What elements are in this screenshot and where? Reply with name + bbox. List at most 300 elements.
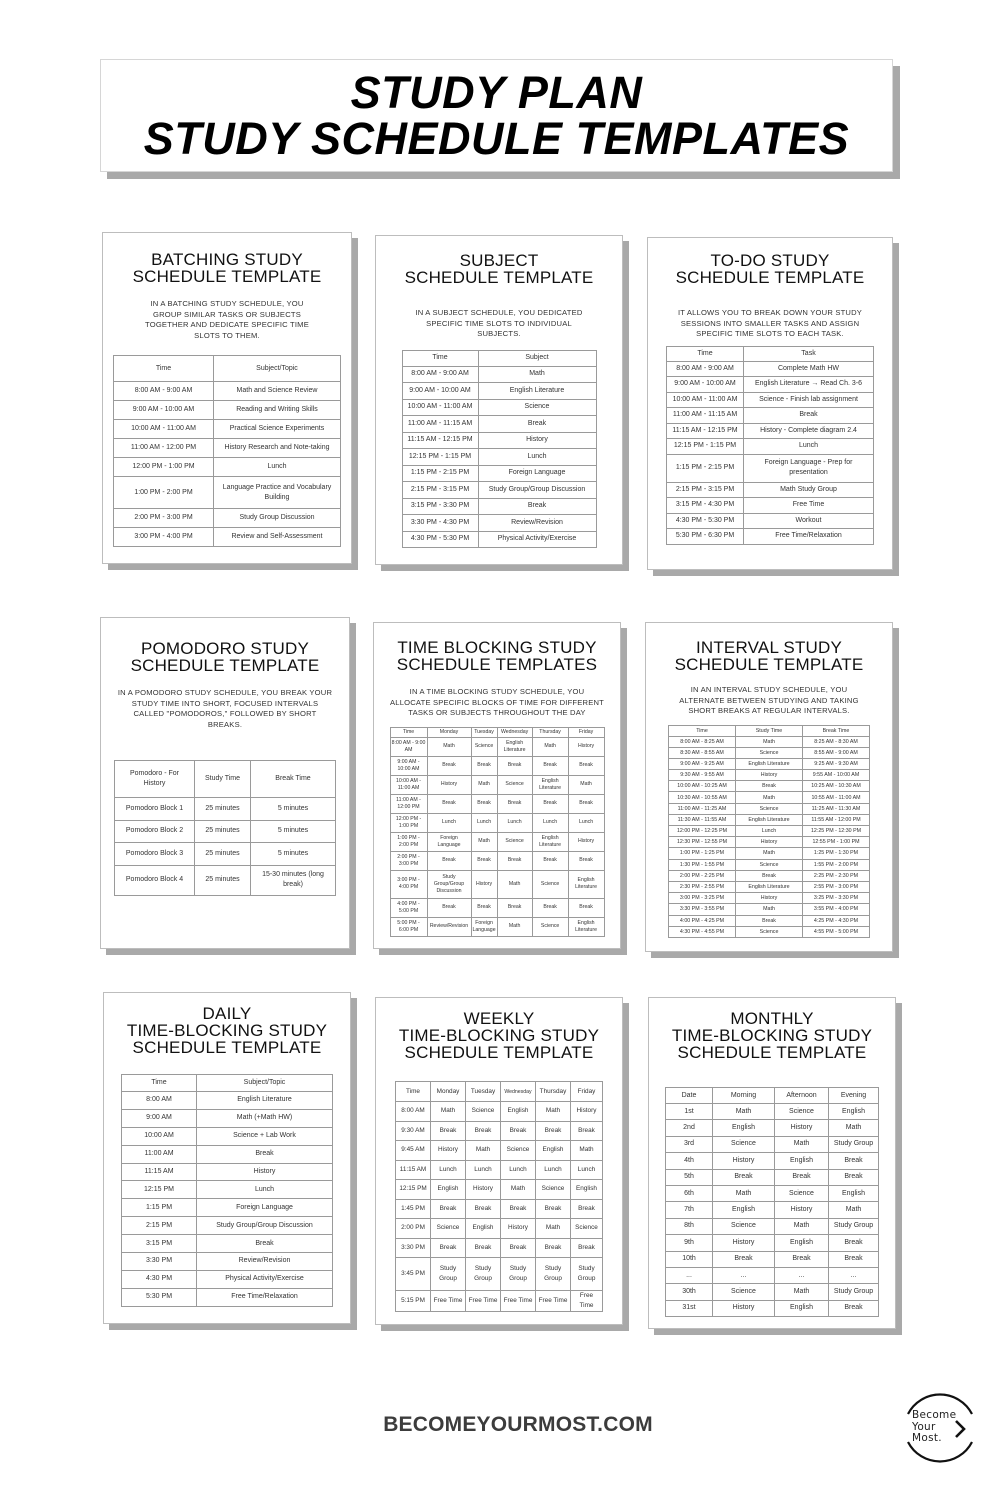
- table-cell: Study Group: [501, 1258, 536, 1291]
- table-cell: History: [713, 1153, 775, 1169]
- schedule-table: [668, 725, 870, 938]
- table-cell: Science - Finish lab assignment: [744, 392, 874, 408]
- table-cell: Math: [471, 832, 497, 851]
- table-cell: Workout: [744, 513, 874, 529]
- table-row: [114, 382, 341, 401]
- table-cell: English: [501, 1102, 536, 1122]
- table-row: [402, 383, 596, 400]
- schedule-table: [121, 1074, 333, 1307]
- table-cell: Study Group/Group Discussion: [427, 870, 471, 898]
- table-cell: Free Time/Relaxation: [197, 1288, 333, 1306]
- table-cell: Pomodoro Block 3: [115, 843, 195, 866]
- table-cell: 9th: [666, 1235, 713, 1251]
- table-cell: 4:30 PM - 5:30 PM: [667, 513, 744, 529]
- column-header: Monday: [427, 727, 471, 737]
- table-cell: ...: [713, 1267, 775, 1283]
- table-cell: 5 minutes: [251, 843, 336, 866]
- table-cell: 11:15 AM: [122, 1163, 197, 1181]
- table-cell: Review/Revision: [427, 917, 471, 936]
- table-row: [114, 458, 341, 477]
- template-card-weekly: [375, 997, 623, 1325]
- table-cell: 8:55 AM - 9:00 AM: [803, 747, 870, 758]
- table-cell: Math: [736, 736, 803, 747]
- table-row: [669, 814, 870, 825]
- table-cell: History: [713, 1235, 775, 1251]
- table-header-row: [667, 346, 874, 361]
- table-row: [667, 361, 874, 377]
- column-header: Time: [402, 350, 478, 366]
- table-cell: Break: [466, 1199, 501, 1219]
- chevron-right-icon: [956, 1421, 964, 1437]
- table-row: [390, 794, 604, 813]
- column-header: Time: [122, 1075, 197, 1092]
- table-cell: English Literature: [532, 832, 568, 851]
- table-cell: 1:00 PM - 1:25 PM: [669, 848, 736, 859]
- table-cell: Math: [478, 366, 596, 383]
- table-cell: Break: [571, 1121, 603, 1141]
- table-cell: 6th: [666, 1185, 713, 1201]
- table-header-row: [114, 356, 341, 382]
- table-cell: 8:00 AM - 9:00 AM: [114, 382, 214, 401]
- table-cell: Math: [775, 1284, 829, 1300]
- card-description: IT ALLOWS YOU TO BREAK DOWN YOUR STUDY SESSIONS INTO SMALLER TASKS AND ASSIGN SPECIFIC TIME SLOTS TO EACH TASK.: [677, 308, 863, 338]
- table-cell: Break: [197, 1145, 333, 1163]
- table-cell: 1:15 PM: [122, 1199, 197, 1217]
- table-cell: English Literature: [197, 1092, 333, 1110]
- table-cell: 11:30 AM - 11:55 AM: [669, 814, 736, 825]
- table-cell: Science: [713, 1284, 775, 1300]
- template-card-timeblocking: [373, 622, 621, 949]
- table-header-row: [115, 761, 336, 798]
- table-cell: 25 minutes: [195, 865, 251, 895]
- table-cell: Foreign Language: [471, 917, 497, 936]
- table-cell: 4:30 PM - 5:30 PM: [402, 531, 478, 548]
- table-cell: Free Time: [501, 1291, 536, 1312]
- table-cell: Math: [497, 870, 532, 898]
- table-cell: Math: [829, 1202, 879, 1218]
- table-cell: 3:00 PM - 3:25 PM: [669, 893, 736, 904]
- table-cell: Math Study Group: [744, 482, 874, 498]
- table-cell: Lunch: [571, 1160, 603, 1180]
- table-cell: Break: [571, 1238, 603, 1258]
- table-row: [666, 1169, 879, 1185]
- table-cell: Math: [427, 737, 471, 756]
- table-row: [114, 528, 341, 547]
- table-cell: History: [775, 1120, 829, 1136]
- table-cell: Break: [736, 915, 803, 926]
- table-cell: History: [736, 770, 803, 781]
- table-row: [402, 399, 596, 416]
- table-cell: History: [478, 432, 596, 449]
- table-row: [122, 1127, 333, 1145]
- table-cell: Break: [501, 1238, 536, 1258]
- table-cell: 11:55 AM - 12:00 PM: [803, 814, 870, 825]
- table-cell: 31st: [666, 1300, 713, 1316]
- table-row: [122, 1235, 333, 1253]
- table-cell: English: [536, 1141, 571, 1161]
- table-cell: History: [471, 870, 497, 898]
- table-cell: 11:00 AM: [122, 1145, 197, 1163]
- table-cell: 25 minutes: [195, 820, 251, 843]
- table-header-row: [402, 350, 596, 366]
- template-card-daily: [103, 992, 351, 1324]
- table-cell: Language Practice and Vocabulary Building: [214, 477, 341, 509]
- website-url[interactable]: BECOMEYOURMOST.COM: [383, 1413, 653, 1436]
- table-cell: Break: [568, 851, 604, 870]
- table-cell: 8:25 AM - 8:30 AM: [803, 736, 870, 747]
- table-cell: Review and Self-Assessment: [214, 528, 341, 547]
- table-cell: Break: [713, 1169, 775, 1185]
- table-cell: 9:00 AM - 9:25 AM: [669, 758, 736, 769]
- table-cell: Science: [713, 1218, 775, 1234]
- table-cell: Math (+Math HW): [197, 1109, 333, 1127]
- table-cell: Break: [829, 1300, 879, 1316]
- table-cell: History: [501, 1219, 536, 1239]
- table-row: [396, 1180, 603, 1200]
- table-cell: Lunch: [466, 1160, 501, 1180]
- table-cell: History: [775, 1202, 829, 1218]
- table-cell: 2:15 PM: [122, 1217, 197, 1235]
- card-title: INTERVAL STUDY SCHEDULE TEMPLATE: [674, 638, 864, 674]
- table-cell: 10:00 AM: [122, 1127, 197, 1145]
- table-cell: 1:30 PM - 1:55 PM: [669, 859, 736, 870]
- table-row: [396, 1258, 603, 1291]
- table-cell: 12:25 PM - 12:30 PM: [803, 826, 870, 837]
- table-cell: Lunch: [532, 813, 568, 832]
- table-cell: Break: [431, 1238, 466, 1258]
- table-cell: 5 minutes: [251, 798, 336, 821]
- table-row: [667, 439, 874, 455]
- table-cell: Break: [497, 898, 532, 917]
- table-cell: 4:00 PM - 4:25 PM: [669, 915, 736, 926]
- table-row: [402, 432, 596, 449]
- table-cell: 11:15 AM - 12:15 PM: [402, 432, 478, 449]
- table-cell: Study Group: [571, 1258, 603, 1291]
- page-title-line-2: STUDY SCHEDULE TEMPLATES: [143, 112, 850, 164]
- table-cell: Break: [501, 1121, 536, 1141]
- table-cell: 8:00 AM - 8:25 AM: [669, 736, 736, 747]
- column-header: Morning: [713, 1088, 775, 1104]
- table-row: [122, 1217, 333, 1235]
- table-cell: 1:25 PM - 1:30 PM: [803, 848, 870, 859]
- table-row: [666, 1153, 879, 1169]
- column-header: Evening: [829, 1088, 879, 1104]
- table-cell: 2:00 PM - 3:00 PM: [114, 509, 214, 528]
- table-cell: Break: [431, 1199, 466, 1219]
- table-cell: 12:00 PM - 1:00 PM: [114, 458, 214, 477]
- schedule-table: [113, 355, 341, 547]
- table-cell: 1:55 PM - 2:00 PM: [803, 859, 870, 870]
- table-cell: Study Group: [829, 1218, 879, 1234]
- table-cell: Free Time: [571, 1291, 603, 1312]
- column-header: Friday: [571, 1082, 603, 1102]
- card-title: SUBJECT SCHEDULE TEMPLATE: [404, 251, 594, 287]
- card-description: IN A POMODORO STUDY SCHEDULE, YOU BREAK YOUR STUDY TIME INTO SHORT, FOCUSED INTERVALS CALLED "POMODOROS," FOLLOWED BY SHORT BREAKS.: [117, 688, 333, 729]
- column-header: Break Time: [803, 725, 870, 736]
- table-cell: Break: [427, 756, 471, 775]
- table-cell: Break: [829, 1235, 879, 1251]
- table-cell: History: [736, 837, 803, 848]
- table-row: [402, 366, 596, 383]
- table-cell: 8:00 AM - 9:00 AM: [402, 366, 478, 383]
- table-cell: Study Group: [829, 1284, 879, 1300]
- table-row: [402, 449, 596, 466]
- table-cell: Science: [466, 1102, 501, 1122]
- table-row: [114, 509, 341, 528]
- table-cell: 12:15 PM: [396, 1180, 431, 1200]
- table-cell: Break: [532, 794, 568, 813]
- table-cell: 1:00 PM - 2:00 PM: [390, 832, 427, 851]
- table-cell: Break: [497, 851, 532, 870]
- table-cell: Math: [713, 1185, 775, 1201]
- table-row: [669, 770, 870, 781]
- table-cell: Physical Activity/Exercise: [478, 531, 596, 548]
- card-title: POMODORO STUDY SCHEDULE TEMPLATE: [130, 639, 320, 675]
- table-cell: 11:00 AM - 11:25 AM: [669, 803, 736, 814]
- table-cell: 3rd: [666, 1136, 713, 1152]
- table-cell: Lunch: [214, 458, 341, 477]
- table-row: [669, 859, 870, 870]
- table-cell: Break: [571, 1199, 603, 1219]
- table-cell: 15-30 minutes (long break): [251, 865, 336, 895]
- table-row: [390, 775, 604, 794]
- table-cell: Math: [775, 1218, 829, 1234]
- column-header: Study Time: [736, 725, 803, 736]
- table-cell: Lunch: [497, 813, 532, 832]
- table-cell: Break: [427, 794, 471, 813]
- column-header: Afternoon: [775, 1088, 829, 1104]
- table-row: [390, 832, 604, 851]
- table-cell: 3:00 PM - 4:00 PM: [114, 528, 214, 547]
- table-cell: 2:25 PM - 2:30 PM: [803, 870, 870, 881]
- table-cell: Foreign Language: [427, 832, 471, 851]
- table-cell: Break: [829, 1153, 879, 1169]
- table-cell: Science: [532, 917, 568, 936]
- table-cell: 9:30 AM - 9:55 AM: [669, 770, 736, 781]
- table-row: [666, 1202, 879, 1218]
- table-row: [402, 482, 596, 499]
- table-cell: Break: [744, 408, 874, 424]
- page-title-banner: [100, 59, 893, 172]
- table-row: [402, 531, 596, 548]
- table-cell: History: [568, 832, 604, 851]
- table-cell: 12:15 PM - 1:15 PM: [402, 449, 478, 466]
- table-cell: English Literature: [478, 383, 596, 400]
- table-cell: Break: [536, 1238, 571, 1258]
- table-cell: 4:25 PM - 4:30 PM: [803, 915, 870, 926]
- table-cell: English: [775, 1300, 829, 1316]
- table-row: [122, 1199, 333, 1217]
- table-row: [114, 401, 341, 420]
- table-cell: 12:00 PM - 12:25 PM: [669, 826, 736, 837]
- card-description: IN A BATCHING STUDY SCHEDULE, YOU GROUP SIMILAR TASKS OR SUBJECTS TOGETHER AND DEDICATE SPECIFIC TIME SLOTS TO THEM.: [145, 299, 309, 340]
- table-cell: History Research and Note-taking: [214, 439, 341, 458]
- table-cell: 3:15 PM - 4:30 PM: [667, 498, 744, 514]
- table-row: [115, 843, 336, 866]
- table-cell: Break: [736, 781, 803, 792]
- table-cell: Math: [736, 904, 803, 915]
- table-cell: Study Group: [536, 1258, 571, 1291]
- table-cell: 4:30 PM - 4:55 PM: [669, 926, 736, 937]
- template-card-monthly: [648, 997, 896, 1329]
- table-cell: 2:15 PM - 3:15 PM: [402, 482, 478, 499]
- table-cell: ...: [829, 1267, 879, 1283]
- table-cell: Break: [478, 416, 596, 433]
- column-header: Subject/Topic: [197, 1075, 333, 1092]
- table-row: [390, 851, 604, 870]
- table-row: [666, 1284, 879, 1300]
- table-row: [402, 465, 596, 482]
- table-cell: 10:25 AM - 10:30 AM: [803, 781, 870, 792]
- table-cell: Free Time/Relaxation: [744, 529, 874, 545]
- table-cell: Lunch: [471, 813, 497, 832]
- table-cell: English: [431, 1180, 466, 1200]
- table-cell: 11:00 AM - 11:15 AM: [402, 416, 478, 433]
- table-cell: Break: [736, 870, 803, 881]
- table-row: [666, 1267, 879, 1283]
- table-cell: English: [571, 1180, 603, 1200]
- table-row: [669, 926, 870, 937]
- table-row: [669, 870, 870, 881]
- column-header: Time: [667, 346, 744, 361]
- table-cell: Lunch: [431, 1160, 466, 1180]
- card-description: IN A SUBJECT SCHEDULE, YOU DEDICATED SPECIFIC TIME SLOTS TO INDIVIDUAL SUBJECTS.: [415, 308, 583, 338]
- column-header: Study Time: [195, 761, 251, 798]
- column-header: Wednesday: [501, 1082, 536, 1102]
- schedule-table: [390, 727, 605, 937]
- table-cell: 3:15 PM - 3:30 PM: [402, 498, 478, 515]
- template-card-todo: [647, 237, 893, 570]
- table-cell: Science + Lab Work: [197, 1127, 333, 1145]
- table-row: [396, 1219, 603, 1239]
- table-cell: Science: [497, 775, 532, 794]
- brand-logo: [898, 1386, 982, 1470]
- logo-text: Become Your Most.: [912, 1409, 957, 1444]
- column-header: Thursday: [532, 727, 568, 737]
- table-row: [669, 904, 870, 915]
- table-row: [667, 377, 874, 393]
- table-header-row: [122, 1075, 333, 1092]
- table-cell: Pomodoro Block 4: [115, 865, 195, 895]
- table-cell: Free Time: [536, 1291, 571, 1312]
- table-cell: Lunch: [568, 813, 604, 832]
- table-cell: Science: [471, 737, 497, 756]
- table-row: [669, 826, 870, 837]
- table-cell: History: [571, 1102, 603, 1122]
- table-row: [667, 498, 874, 514]
- table-cell: Study Group: [466, 1258, 501, 1291]
- table-row: [667, 454, 874, 482]
- column-header: Time: [396, 1082, 431, 1102]
- table-cell: Science: [775, 1104, 829, 1120]
- table-row: [390, 898, 604, 917]
- column-header: Thursday: [536, 1082, 571, 1102]
- table-cell: English: [713, 1120, 775, 1136]
- table-cell: Study Group: [829, 1136, 879, 1152]
- table-cell: Break: [471, 756, 497, 775]
- table-cell: Math: [571, 1141, 603, 1161]
- table-cell: History: [466, 1180, 501, 1200]
- column-header: Monday: [431, 1082, 466, 1102]
- table-row: [669, 915, 870, 926]
- card-title: TO-DO STUDY SCHEDULE TEMPLATE: [675, 251, 865, 287]
- table-row: [396, 1238, 603, 1258]
- table-cell: Science: [713, 1136, 775, 1152]
- table-cell: English: [829, 1185, 879, 1201]
- table-cell: Break: [536, 1121, 571, 1141]
- table-cell: Break: [532, 851, 568, 870]
- table-cell: Review/Revision: [478, 515, 596, 532]
- table-cell: Break: [471, 851, 497, 870]
- table-row: [667, 529, 874, 545]
- table-cell: 9:55 AM - 10:00 AM: [803, 770, 870, 781]
- table-cell: Math: [466, 1141, 501, 1161]
- table-cell: 2:00 PM - 2:25 PM: [669, 870, 736, 881]
- schedule-table: [666, 346, 874, 545]
- table-cell: Foreign Language: [478, 465, 596, 482]
- table-cell: 10:00 AM - 11:00 AM: [667, 392, 744, 408]
- table-cell: ...: [666, 1267, 713, 1283]
- table-cell: Review/Revision: [197, 1253, 333, 1271]
- table-cell: Break: [466, 1121, 501, 1141]
- table-cell: 2nd: [666, 1120, 713, 1136]
- table-cell: Lunch: [744, 439, 874, 455]
- table-row: [667, 392, 874, 408]
- table-row: [402, 515, 596, 532]
- schedule-table: [395, 1081, 603, 1312]
- table-cell: Science: [431, 1219, 466, 1239]
- schedule-table: [665, 1087, 879, 1317]
- table-cell: Foreign Language - Prep for presentation: [744, 454, 874, 482]
- table-cell: Break: [532, 756, 568, 775]
- table-cell: 5:00 PM - 6:00 PM: [390, 917, 427, 936]
- table-cell: 1:00 PM - 2:00 PM: [114, 477, 214, 509]
- table-cell: Math: [536, 1102, 571, 1122]
- column-header: Time: [669, 725, 736, 736]
- table-cell: English: [775, 1235, 829, 1251]
- table-cell: 2:00 PM - 3:00 PM: [390, 851, 427, 870]
- table-cell: Break: [536, 1199, 571, 1219]
- table-cell: Lunch: [427, 813, 471, 832]
- table-row: [390, 756, 604, 775]
- card-title: WEEKLY TIME-BLOCKING STUDY SCHEDULE TEMPLATE: [398, 1009, 600, 1062]
- table-cell: 3:30 PM - 4:30 PM: [402, 515, 478, 532]
- table-cell: Math: [501, 1180, 536, 1200]
- table-cell: 5th: [666, 1169, 713, 1185]
- table-cell: Lunch: [197, 1181, 333, 1199]
- table-cell: Break: [775, 1169, 829, 1185]
- table-cell: English Literature → Read Ch. 3-6: [744, 377, 874, 393]
- table-cell: 10:00 AM - 10:25 AM: [669, 781, 736, 792]
- table-row: [667, 513, 874, 529]
- table-cell: 3:30 PM: [122, 1253, 197, 1271]
- table-cell: 30th: [666, 1284, 713, 1300]
- table-cell: 3:30 PM - 3:55 PM: [669, 904, 736, 915]
- table-cell: Study Group/Group Discussion: [197, 1217, 333, 1235]
- table-cell: English: [713, 1202, 775, 1218]
- table-cell: 10:30 AM - 10:55 AM: [669, 792, 736, 803]
- table-cell: 1st: [666, 1104, 713, 1120]
- table-cell: Lunch: [501, 1160, 536, 1180]
- table-cell: Study Group Discussion: [214, 509, 341, 528]
- table-cell: Science: [536, 1180, 571, 1200]
- table-cell: 3:00 PM - 4:00 PM: [390, 870, 427, 898]
- table-cell: Reading and Writing Skills: [214, 401, 341, 420]
- table-row: [396, 1141, 603, 1161]
- table-row: [390, 737, 604, 756]
- table-cell: 12:15 PM - 1:15 PM: [667, 439, 744, 455]
- table-cell: 5:30 PM: [122, 1288, 197, 1306]
